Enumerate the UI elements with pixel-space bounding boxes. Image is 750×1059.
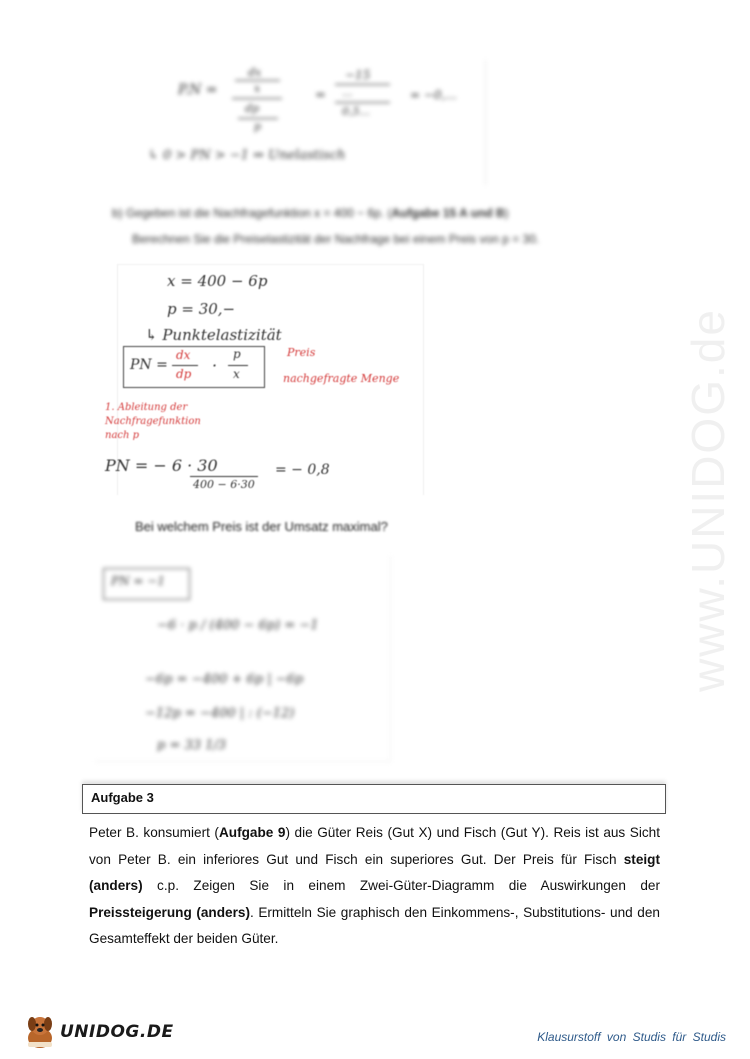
hand-line-3: ↳ Punktelastizität [145,326,282,344]
block-a-frac-num: dx [248,66,262,79]
block-a-frac-sub: p [254,120,262,133]
block-c-line-2: −6p = −400 + 6p | −6p [145,672,304,687]
note-ableitung-3: nach p [105,430,140,441]
block-a-conclusion: ↳ 0 > PN > −1 ⇒ Unelastisch [148,148,346,163]
question-b [112,200,652,252]
block-a-pn: P.N = [178,82,218,98]
handwritten-solution-c [95,556,395,766]
para-part-3: c.p. Zeigen Sie in einem Zwei-Güter-Diagramm die Auswirkungen der [142,878,660,893]
block-a-result: = −0,... [410,88,457,102]
handwritten-formula-block-a [130,60,490,190]
aufgabe-3-title: Aufgabe 3 [91,790,154,805]
question-b-line2: Berechnen Sie die Preiselastizität der Nachfrage bei einem Preis von p = 30. [132,232,540,246]
block-a-frac-den: dp [245,102,260,115]
aufgabe-3-text [89,820,660,953]
hand-line-1: x = 400 − 6p [167,272,268,290]
hand-line-2: p = 30,− [167,300,236,318]
formula-dx: dx [176,348,191,362]
handwritten-solution-b [95,258,435,498]
calc-left: PN = − 6 · 30 [105,456,218,475]
formula-pn: PN = [130,357,168,373]
para-bold-2: steigt (anders) [89,851,660,893]
block-c-line-1: −6 · p / (400 − 6p) = −1 [157,618,319,633]
para-part-1: Peter B. konsumiert ( [89,825,219,840]
block-c-line-3: −12p = −400 | : (−12) [145,706,295,721]
formula-x: x [233,367,240,381]
para-part-4: . Ermitteln Sie graphisch den Einkommens-, Substitutions- und den Gesamteffekt der beiden Güter. [89,904,660,946]
watermark: www.UNIDOG.de [682,308,734,692]
note-ableitung-1: 1. Ableitung der [105,402,188,413]
block-c-box-text: PN = −1 [111,574,165,588]
formula-dot: · [212,356,218,375]
block-a-mid-den: 0,5... [342,105,370,118]
block-a-eq: = [315,88,326,103]
calc-result: = − 0,8 [275,462,330,478]
unidog-logo [22,1012,174,1052]
note-ableitung-2: Nachfragefunktion [105,416,201,427]
formula-dp: dp [176,367,192,381]
para-part-2: ) die Güter Reis (Gut X) und Fisch (Gut Y). Reis ist aus Sicht von Peter B. ein inferiores Gut und Fisch ein superiores Gut. Der Preis für Fisch [89,825,660,867]
block-a-mid-num: −15 [345,68,371,82]
para-bold-1: Aufgabe 9 [218,825,286,840]
question-b-ref: Aufgabe 15 A und B [391,206,505,220]
block-a-frac-mid: x [254,82,261,95]
question-b-text: b) Gegeben ist die Nachfragefunktion x = 400 − 6p. ( [112,206,392,220]
note-menge: nachgefragte Menge [283,372,400,385]
formula-p: p [233,347,241,361]
formula-box [123,346,265,388]
question-b-suffix: ) [504,206,509,220]
block-c-line-4: p = 33 1/3 [157,738,227,753]
question-max-revenue: Bei welchem Preis ist der Umsatz maximal? [135,519,388,534]
para-bold-3: Preissteigerung (anders) [89,904,250,920]
dog-icon [22,1012,58,1052]
note-preis: Preis [287,346,316,359]
logo-text: UNIDOG.DE [60,1022,174,1042]
block-a-mid-mid: ... [342,86,353,99]
footer-tagline: Klausurstoff von Studis für Studis [537,1030,726,1044]
aufgabe-3-header [82,784,666,814]
calc-den: 400 − 6·30 [193,478,255,491]
